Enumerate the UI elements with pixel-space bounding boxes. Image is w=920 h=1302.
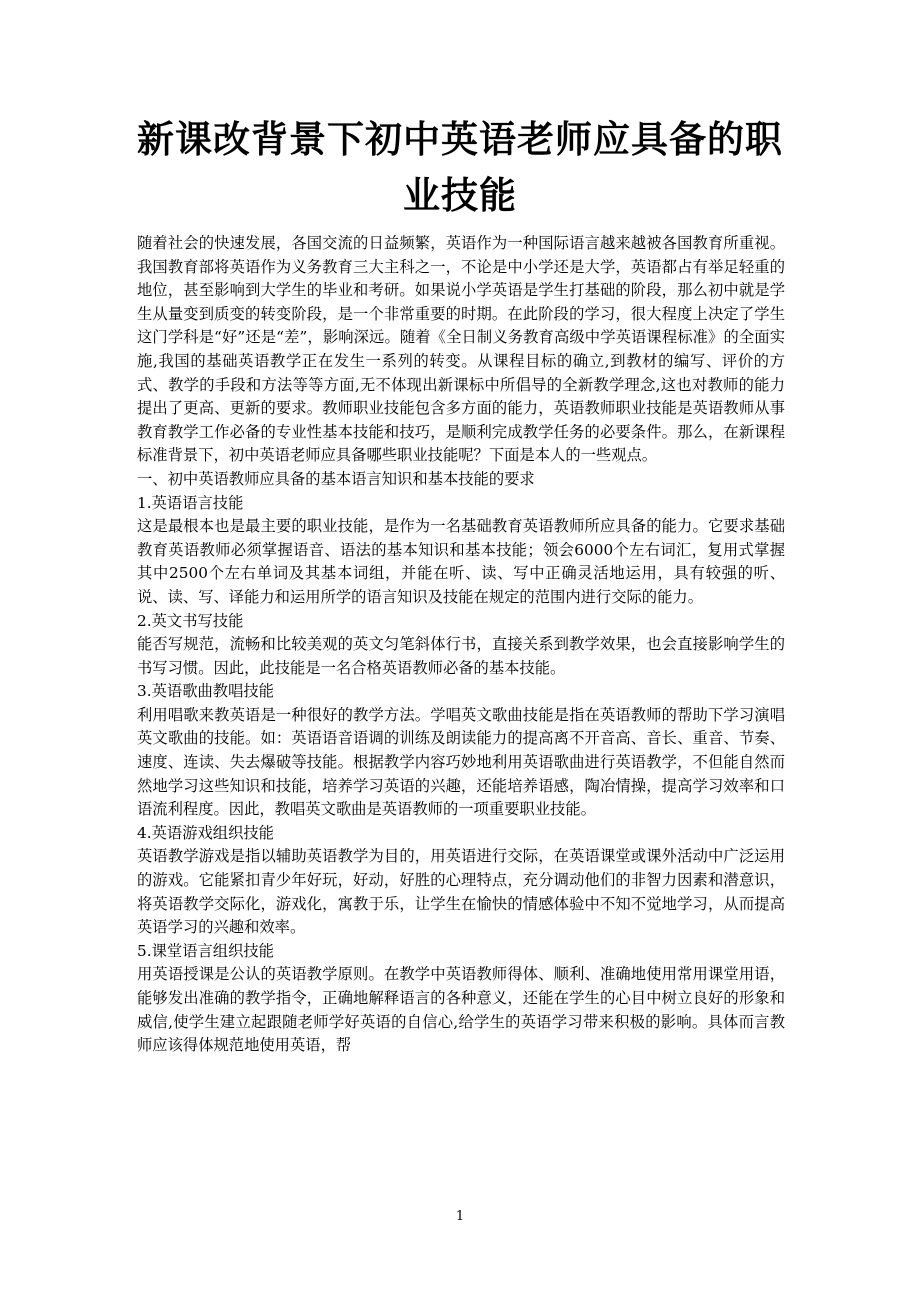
title-line-1: 新课改背景下初中英语老师应具备的职: [137, 118, 783, 161]
subsection-paragraph-5: 用英语授课是公认的英语教学原则。在教学中英语教师得体、顺利、准确地使用常用课堂用语，能够发出准确的教学指令，正确地解释语言的各种意义，还能在学生的心目中树立良好的形象和威信,使学生建立起跟随老师学好英语的自信心,给学生的英语学习带来积极的影响。具体而言教师应该得体规范地使用英语，帮: [137, 965, 785, 1055]
document-title: [120, 112, 800, 224]
document-body: [137, 232, 785, 1058]
page-number: 1: [455, 1209, 465, 1224]
subsection-paragraph-3: 利用唱歌来教英语是一种很好的教学方法。学唱英文歌曲技能是指在英语教师的帮助下学习演唱英文歌曲的技能。如：英语语音语调的训练及朗读能力的提高离不开音高、音长、重音、节奏、速度、连读、失去爆破等技能。根据教学内容巧妙地利用英语歌曲进行英语教学，不但能自然而然地学习这些知识和技能，培养学习英语的兴趣，还能培养语感，陶冶情操，提高学习效率和口语流利程度。因此，教唱英文歌曲是英语教师的一项重要职业技能。: [137, 705, 785, 819]
subsection-heading-1: 1.英语语言技能: [137, 493, 244, 512]
subsection-heading-3: 3.英语歌曲教唱技能: [137, 682, 274, 701]
title-line-2: 业技能: [403, 174, 517, 217]
section-heading-1: 一、初中英语教师应具备的基本语言知识和基本技能的要求: [137, 469, 535, 488]
subsection-paragraph-1: 这是最根本也是最主要的职业技能，是作为一名基础教育英语教师所应具备的能力。它要求基础教育英语教师必须掌握语音、语法的基本知识和基本技能；领会6000个左右词汇，复用式掌握其中2500个左右单词及其基本词组，并能在听、读、写中正确灵活地运用，具有较强的听、说、读、写、译能力和运用所学的语言知识及技能在规定的范围内进行交际的能力。: [137, 517, 785, 606]
subsection-paragraph-2: 能否写规范，流畅和比较美观的英文匀笔斜体行书，直接关系到教学效果，也会直接影响学生的书写习惯。因此，此技能是一名合格英语教师必备的基本技能。: [137, 635, 785, 677]
subsection-paragraph-4: 英语教学游戏是指以辅助英语教学为目的，用英语进行交际，在英语课堂或课外活动中广泛运用的游戏。它能紧扣青少年好玩，好动，好胜的心理特点，充分调动他们的非智力因素和潜意识，将英语教学交际化，游戏化，寓教于乐，让学生在愉快的情感体验中不知不觉地学习，从而提高英语学习的兴趣和效率。: [137, 847, 785, 937]
subsection-heading-4: 4.英语游戏组织技能: [137, 823, 274, 842]
subsection-heading-5: 5.课堂语言组织技能: [137, 941, 274, 960]
subsection-heading-2: 2.英文书写技能: [137, 611, 244, 630]
intro-paragraph: 随着社会的快速发展，各国交流的日益频繁，英语作为一种国际语言越来越被各国教育所重视。我国教育部将英语作为义务教育三大主科之一，不论是中小学还是大学，英语都占有举足轻重的地位，甚至影响到大学生的毕业和考研。如果说小学英语是学生打基础的阶段，那么初中就是学生从量变到质变的转变阶段，是一个非常重要的时期。在此阶段的学习，很大程度上决定了学生这门学科是“好”还是“差”，影响深远。随着《全日制义务教育高级中学英语课程标准》的全面实施,我国的基础英语教学正在发生一系列的转变。从课程目标的确立,到教材的编写、评价的方式、教学的手段和方法等等方面,无不体现出新课标中所倡导的全新教学理念,这也对教师的能力提出了更高、更新的要求。教师职业技能包含多方面的能力，英语教师职业技能是英语教师从事教育教学工作必备的专业性基本技能和技巧，是顺利完成教学任务的必要条件。那么，在新课程标准背景下，初中英语老师应具备哪些职业技能呢？下面是本人的一些观点。: [137, 234, 785, 465]
